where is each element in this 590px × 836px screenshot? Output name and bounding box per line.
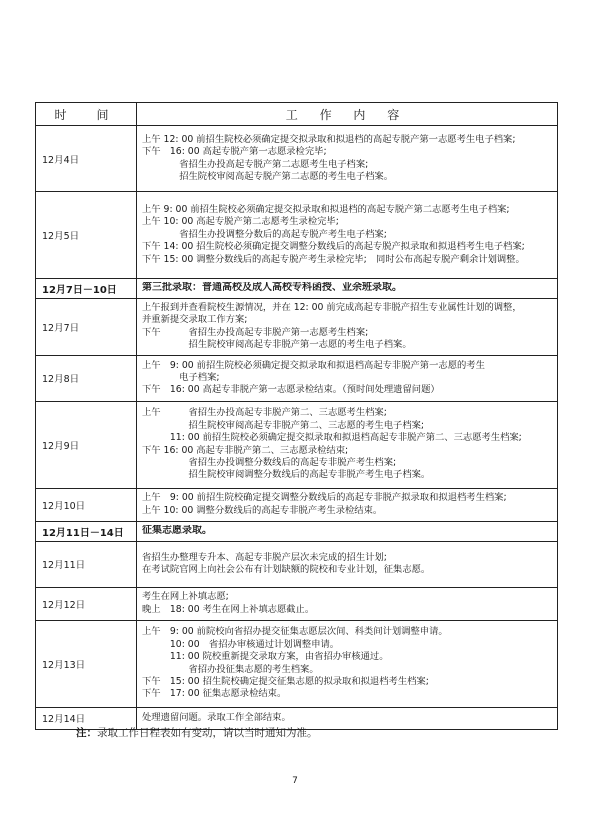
content-line: 上午 12: 00 前招生院校必须确定提交拟录取和拟退档的高起专脱产第一志愿考生电子档案; [142, 133, 516, 145]
content-line: 省招办投征集志愿的考生档案。 [142, 663, 319, 675]
content-line: 考生在网上补填志愿; [142, 591, 229, 603]
table-row [36, 192, 558, 279]
table-row [36, 620, 558, 707]
content-line: 第三批录取：普通高校及成人高校专科函授、业余班录取。 [142, 282, 402, 294]
table-row [36, 126, 558, 192]
date-cell: 12月10日 [36, 488, 137, 521]
content-line: 上午 9: 00 前院校向省招办提交征集志愿层次间、科类间计划调整申请。 [142, 626, 448, 638]
content-line: 下午 17: 00 征集志愿录检结束。 [142, 688, 287, 700]
content-cell [137, 126, 558, 192]
date-cell: 12月8日 [36, 355, 137, 401]
content-line: 在考试院官网上向社会公布有计划缺额的院校和专业计划，征集志愿。 [142, 564, 431, 576]
date-cell: 12月11日－14日 [36, 521, 137, 541]
content-line: 上午 10: 00 高起专脱产第二志愿考生录检完毕; [142, 216, 339, 228]
content-line: 上午 10: 00 调整分数线后的高起专非脱产考生录检结束。 [142, 504, 383, 516]
content-line: 晚上 18: 00 考生在网上补填志愿截止。 [142, 603, 315, 615]
content-line: 11: 00 院校重新提交录取方案，由省招办审核通过。 [142, 651, 389, 663]
content-cell [137, 355, 558, 401]
content-line: 下午 15: 00 招生院校确定提交征集志愿的拟录取和拟退档考生档案; [142, 676, 429, 688]
table-row [36, 401, 558, 488]
content-cell [137, 279, 558, 299]
date-cell: 12月4日 [36, 126, 137, 192]
content-line: 下午 省招生办投高起专非脱产第一志愿考生档案; [142, 326, 369, 338]
footnote-label: 注： [76, 727, 97, 739]
content-cell [137, 299, 558, 356]
date-cell: 12月9日 [36, 401, 137, 488]
content-line: 11: 00 前招生院校必须确定提交拟录取和拟退档高起专非脱产第二、三志愿考生档案; [142, 432, 522, 444]
footnote [76, 725, 318, 740]
table-row [36, 279, 558, 299]
content-line: 上午 省招生办投高起专非脱产第二、三志愿考生档案; [142, 407, 387, 419]
content-line: 上午 9: 00 前招生院校必须确定提交拟录取和拟退档的高起专脱产第二志愿考生电子档案; [142, 203, 510, 215]
content-line: 下午 16: 00 高起专脱产第一志愿录检完毕; [142, 146, 327, 158]
date-cell: 12月12日 [36, 587, 137, 620]
content-cell [137, 587, 558, 620]
date-cell: 12月11日 [36, 541, 137, 587]
table-row [36, 521, 558, 541]
table-row [36, 488, 558, 521]
content-line: 10: 00 省招办审核通过计划调整申请。 [142, 638, 340, 650]
header-time: 时 间 [36, 103, 137, 126]
content-cell [137, 192, 558, 279]
table-row [36, 299, 558, 356]
date-cell: 12月5日 [36, 192, 137, 279]
table-header-row [36, 103, 558, 126]
page-number: 7 [292, 776, 298, 786]
content-cell [137, 620, 558, 707]
content-line: 处理遗留问题。录取工作全部结束。 [142, 711, 291, 723]
content-line: 下午 15: 00 调整分数线后的高起专脱产考生录检完毕; 同时公布高起专脱产剩余计划调整。 [142, 253, 525, 265]
content-cell [137, 541, 558, 587]
content-line: 上午 9: 00 前招生院校确定提交调整分数线后的高起专非脱产拟录取和拟退档考生档案; [142, 492, 507, 504]
admission-schedule-table [35, 102, 558, 730]
content-line: 招生院校审阅高起专非脱产第二、三志愿的考生电子档案; [142, 419, 425, 431]
content-line: 下午 14: 00 招生院校必须确定提交调整分数线后的高起专脱产拟录取和拟退档考生电子档案; [142, 241, 525, 253]
content-line: 并重新提交录取工作方案; [142, 314, 248, 326]
date-cell: 12月13日 [36, 620, 137, 707]
table-row [36, 541, 558, 587]
content-cell [137, 401, 558, 488]
content-line: 下午 16: 00 高起专非脱产第一志愿录检结束。（预时间处理遗留问题） [142, 384, 440, 396]
content-cell [137, 521, 558, 541]
content-line: 省招生办整理专升本、高起专非脱产层次未完成的招生计划; [142, 551, 387, 563]
date-cell: 12月7日 [36, 299, 137, 356]
footnote-text: 录取工作日程表如有变动，请以当时通知为准。 [97, 727, 318, 739]
content-line: 省招生办投高起专脱产第二志愿考生电子档案; [142, 158, 369, 170]
table-row [36, 587, 558, 620]
content-line: 上午报到并查看院校生源情况，并在 12: 00 前完成高起专非脱产招生专业属性计划的调整， [142, 302, 522, 313]
content-line: 征集志愿录取。 [142, 524, 212, 536]
content-line: 招生院校审阅高起专脱产第二志愿的考生电子档案。 [142, 170, 394, 182]
content-line: 上午 9: 00 前招生院校必须确定提交拟录取和拟退档高起专非脱产第一志愿的考生 [142, 359, 485, 371]
content-line: 电子档案; [142, 371, 220, 383]
content-line: 招生院校审阅高起专非脱产第一志愿的考生电子档案。 [142, 339, 412, 351]
content-line: 招生院校审阅调整分数线后的高起专非脱产考生电子档案。 [142, 469, 431, 481]
table-row [36, 355, 558, 401]
header-content: 工 作 内 容 [137, 103, 558, 126]
content-line: 下午 16: 00 高起专非脱产第二、三志愿录检结束; [142, 444, 349, 456]
content-line: 省招生办投调整分数后的高起专脱产考生电子档案; [142, 228, 387, 240]
date-cell: 12月14日 [36, 707, 137, 729]
date-cell: 12月7日－10日 [36, 279, 137, 299]
content-cell [137, 488, 558, 521]
content-line: 省招生办投调整分数线后的高起专非脱产考生档案; [142, 457, 397, 469]
